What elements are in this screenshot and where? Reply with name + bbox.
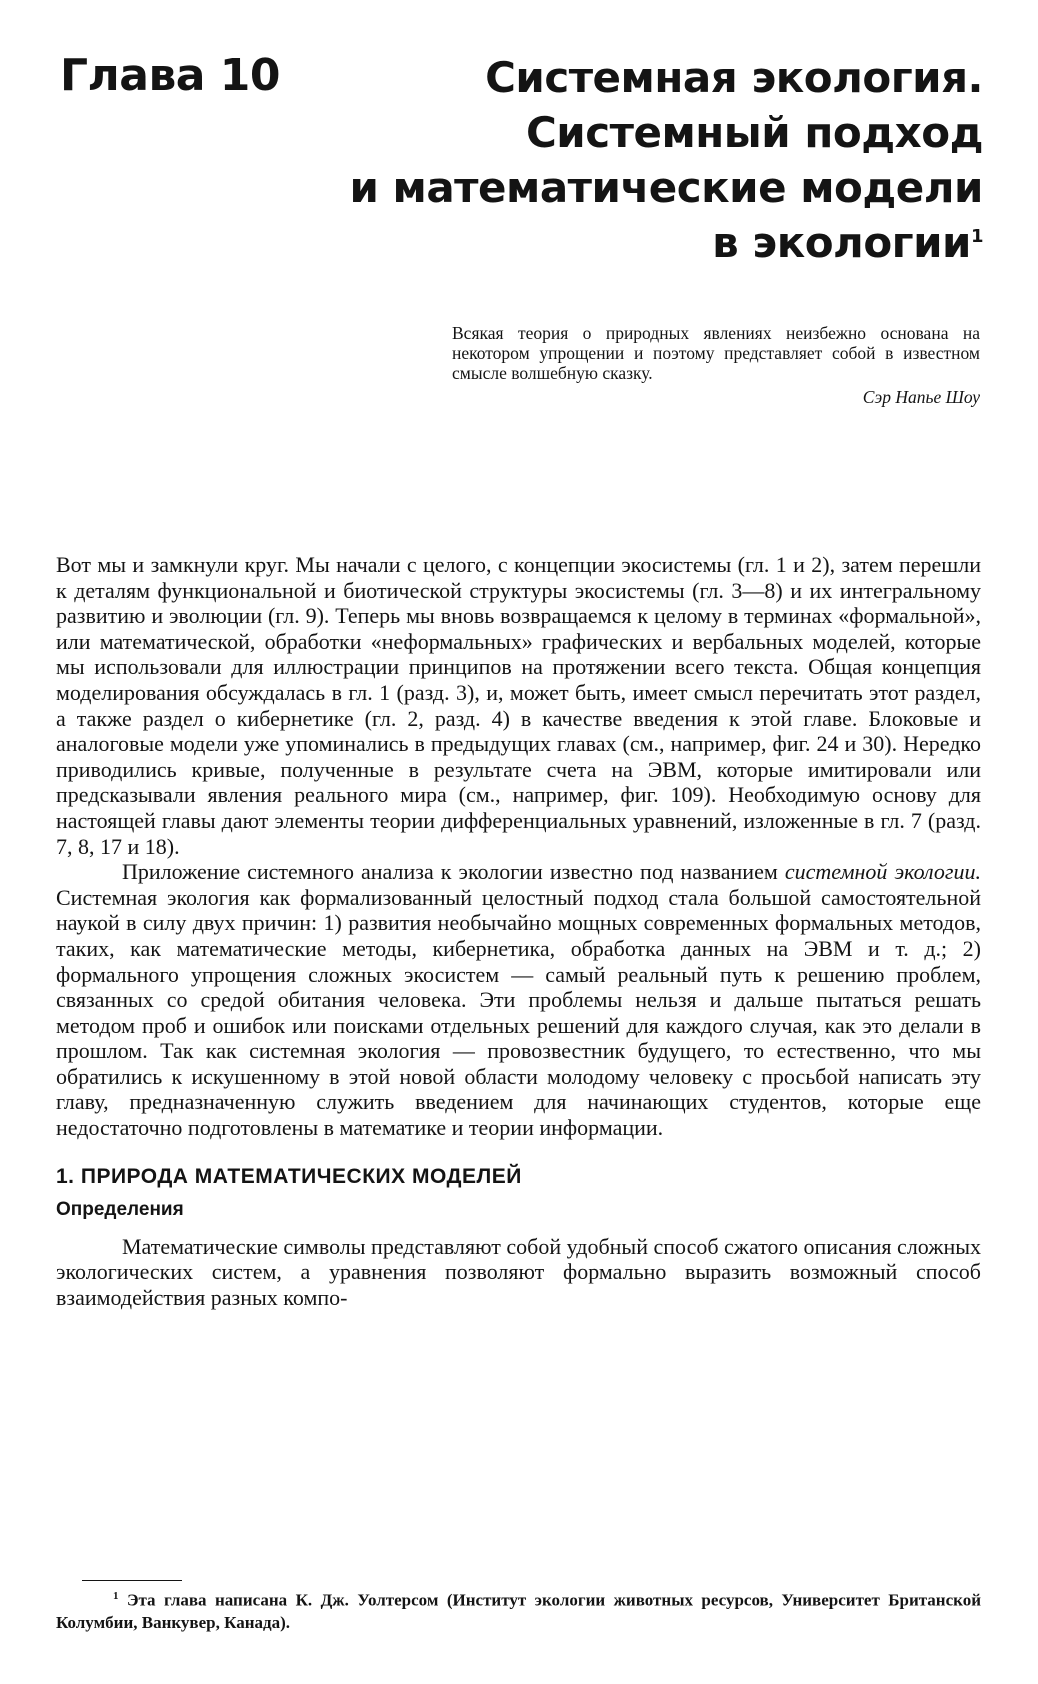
footnote — [56, 1585, 981, 1634]
chapter-label: Глава 10 — [60, 50, 281, 101]
main-text — [56, 552, 981, 1310]
epigraph-text: Всякая теория о природных явлениях неизбежно основана на некотором упрощении и поэтому представляет собой в известном смысле волшебную сказку. — [452, 323, 980, 383]
epigraph — [452, 323, 980, 407]
footnote-text: Эта глава написана К. Дж. Уолтерсом (Институт экологии животных ресурсов, Университет Британской Колумбии, Ванкувер, Канада). — [56, 1590, 982, 1632]
chapter-title-line-last — [263, 215, 983, 270]
emphasized-term: системной экологии. — [784, 859, 981, 885]
paragraph: Вот мы и замкнули круг. Мы начали с целого, с концепции экосистемы (гл. 1 и 2), затем перешли к деталям функциональной и биотической структуры экосистемы (гл. 3—8) и их интегральному развитию и эволюции (гл. 9). Теперь мы вновь возвращаемся к целому в терминах «формальной», или математической, обработки «неформальных» графических и вербальных моделей, которые мы использовали для иллюстрации принципов на протяжении всего текста. Общая концепция моделирования обсуждалась в гл. 1 (разд. 3), и, может быть, имеет смысл перечитать этот раздел, а также раздел о кибернетике (гл. 2, разд. 4) в качестве введения к этой главе. Блоковые и аналоговые модели уже упоминались в предыдущих главах (см., например, фиг. 24 и 30). Нередко приводились кривые, полученные в результате счета на ЭВМ, которые имитировали или предсказывали явления реального мира (см., например, фиг. 109). Необходимую основу для настоящей главы дают элементы теории дифференциальных уравнений, изложенные в гл. 7 (разд. 7, 8, 17 и 18). — [56, 552, 981, 859]
chapter-title-line: в экологии — [712, 218, 971, 267]
epigraph-author: Сэр Напье Шоу — [862, 387, 980, 407]
footnote-mark: 1 — [113, 1590, 119, 1602]
chapter-title — [263, 50, 983, 270]
paragraph-text: Приложение системного анализа к экологии известно под названием — [122, 859, 778, 885]
paragraph — [56, 859, 981, 1141]
chapter-title-line: Системная экология. — [485, 53, 983, 102]
paragraph: Математические символы представляют собой удобный способ сжатого описания сложных экологических систем, а уравнения позволяют формально выразить возможный способ взаимодействия разных компо- — [56, 1233, 981, 1310]
chapter-title-line: Системный подход — [525, 108, 983, 157]
subsection-heading: Определения — [56, 1198, 184, 1220]
chapter-title-line: и математические модели — [349, 163, 983, 212]
footnote-divider — [82, 1580, 182, 1581]
footnote-reference: 1 — [970, 226, 983, 247]
paragraph-text: Системная экология как формализованный целостный подход стала большой самостоятельной наукой в силу двух причин: 1) развития необычайно мощных современных формальных методов, таких, как математические методы, кибернетика, обработка данных на ЭВМ и т. д.; 2) формального упрощения сложных экосистем — самый реальный путь к решению проблем, связанных со средой обитания человека. Эти проблемы нельзя и дальше пытаться решать методом проб и ошибок или поисками отдельных решений для каждого случая, как это делали в прошлом. Так как системная экология — провозвестник будущего, то естественно, что мы обратились к искушенному в этой новой области молодому человеку с просьбой написать эту главу, предназначенную служить введением для начинающих студентов, которые еще недостаточно подготовлены в математике и теории информации. — [56, 884, 981, 1141]
section-heading: 1. ПРИРОДА МАТЕМАТИЧЕСКИХ МОДЕЛЕЙ — [56, 1164, 522, 1188]
